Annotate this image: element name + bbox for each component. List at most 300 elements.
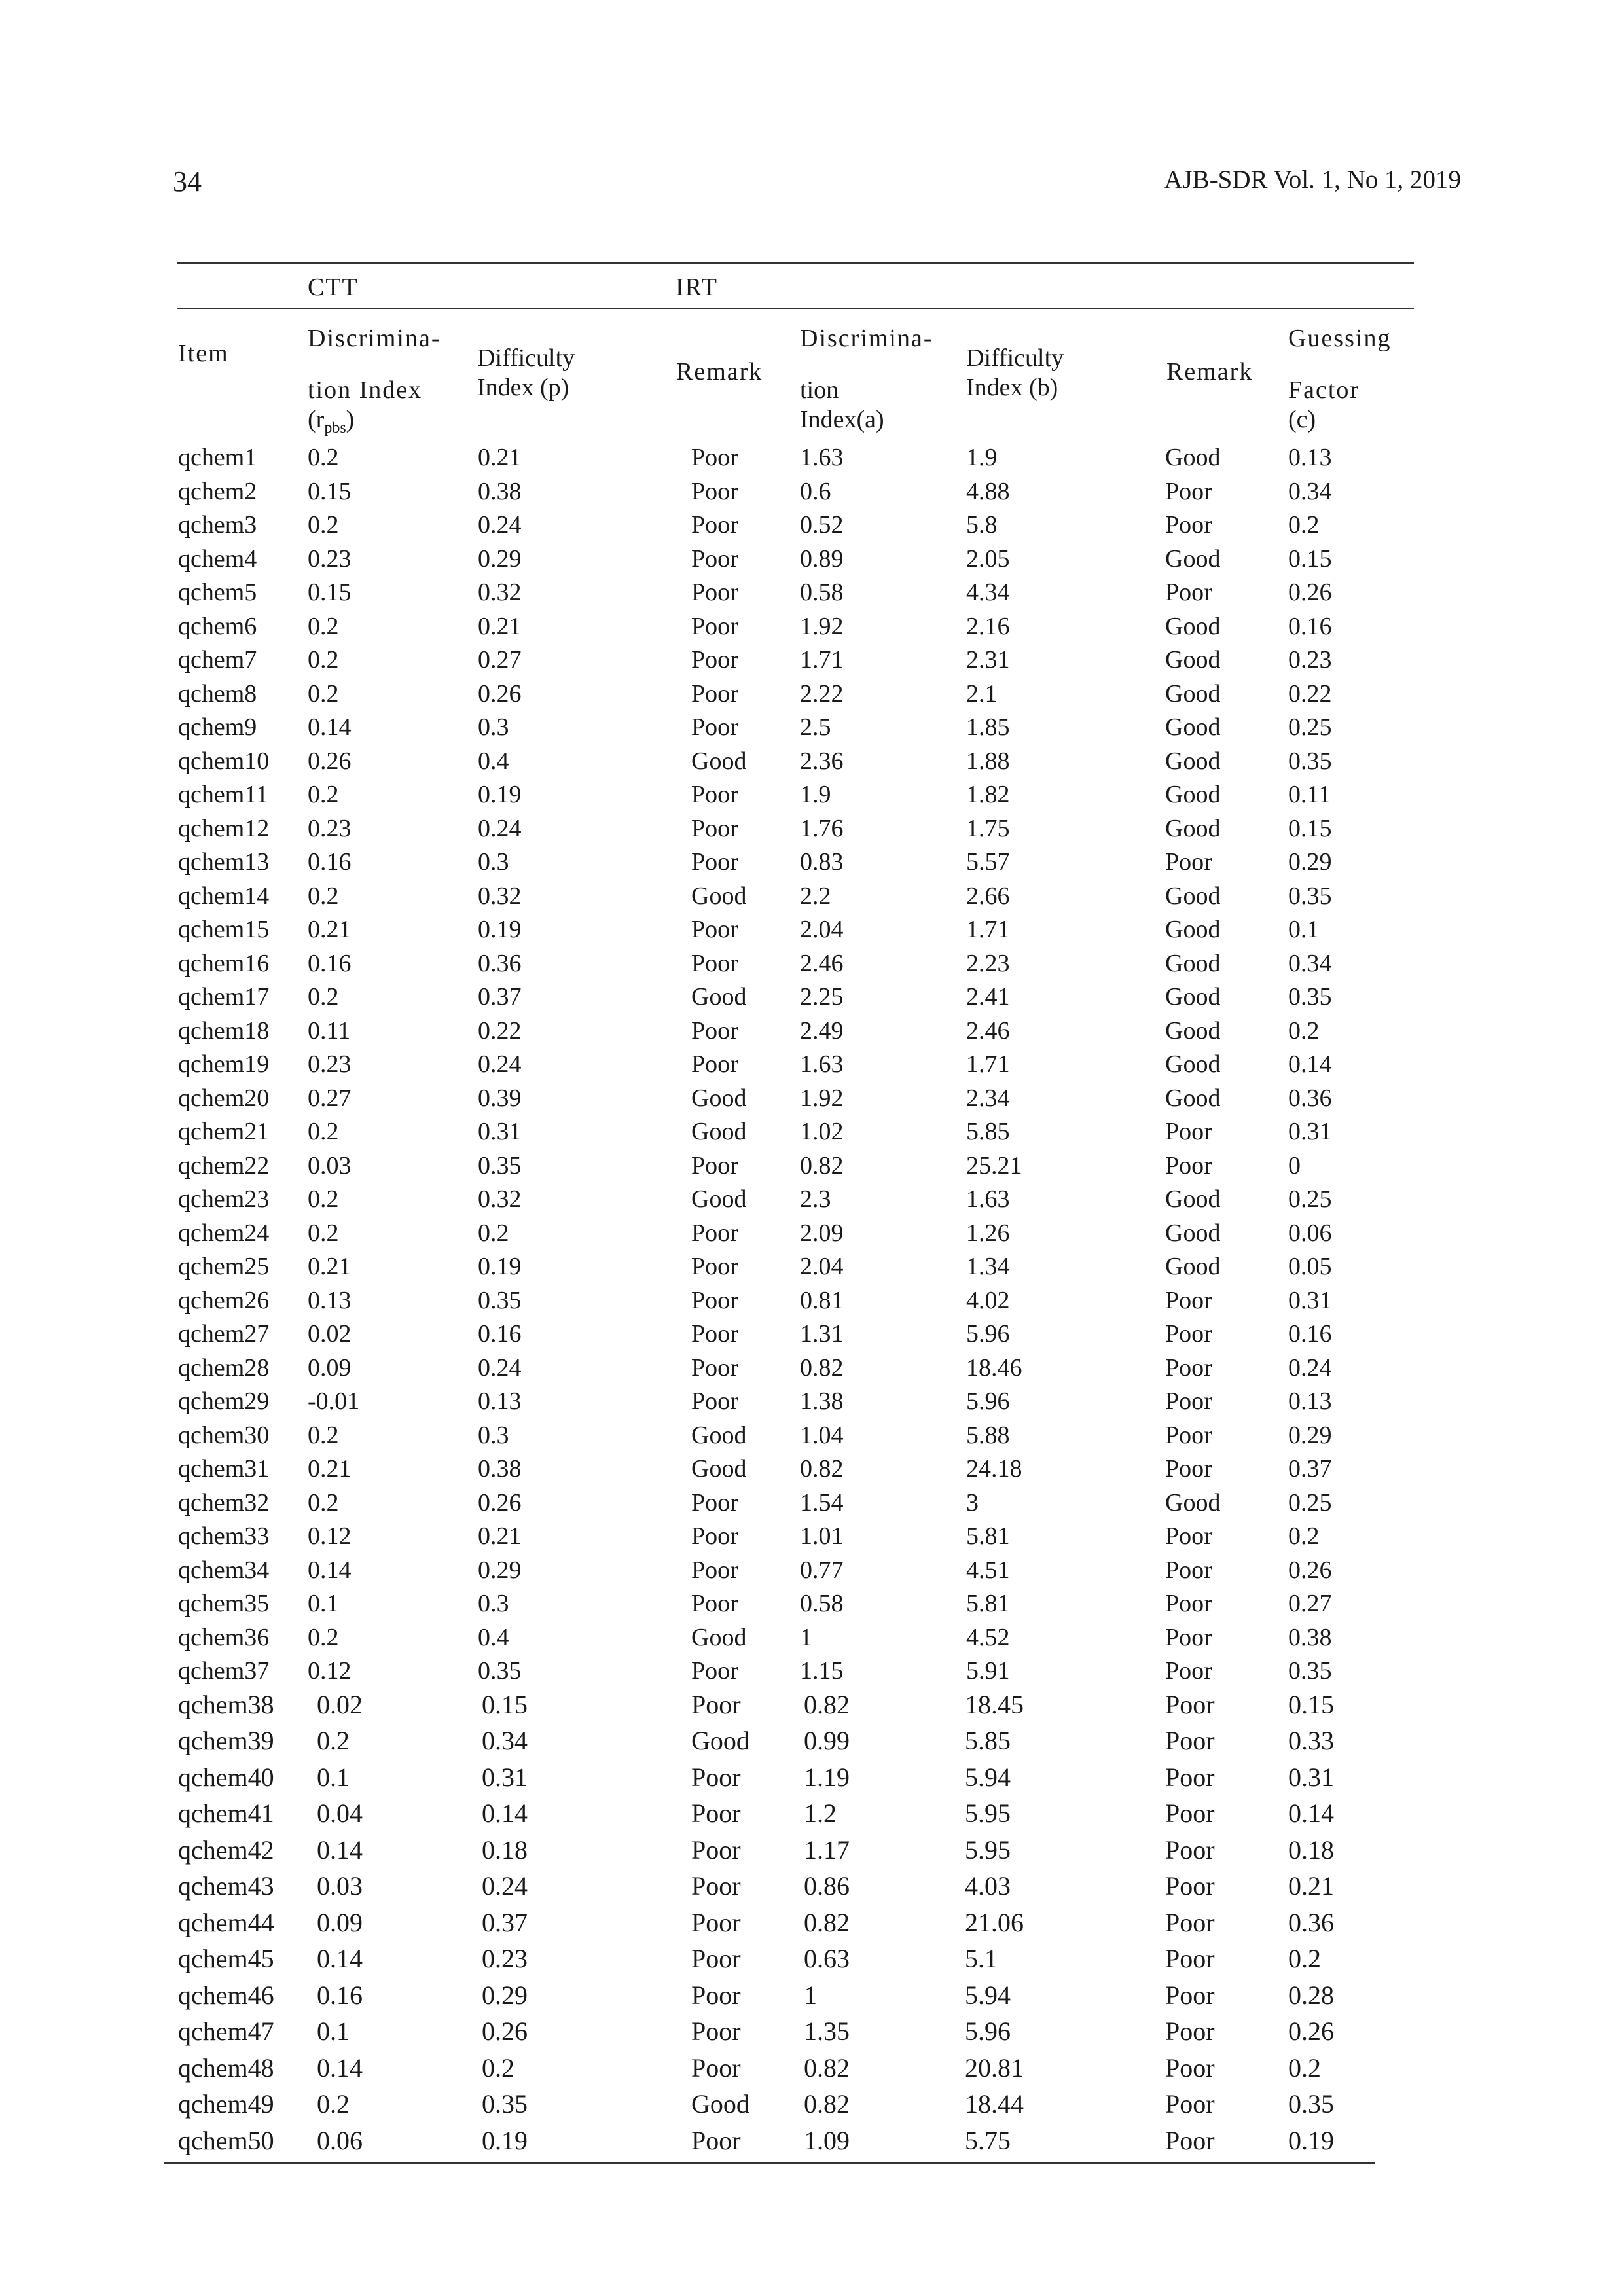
cell-ctt-disc: 0.02 <box>308 1320 352 1348</box>
cell-irt-disc: 2.36 <box>800 747 844 775</box>
cell-irt-remark: Poor <box>1165 1871 1215 1901</box>
cell-guess: 0.21 <box>1288 1871 1334 1901</box>
cell-ctt-remark: Poor <box>691 1016 738 1045</box>
cell-irt-remark: Good <box>1165 916 1221 943</box>
cell-ctt-diff: 0.31 <box>482 1762 528 1792</box>
cell-ctt-disc: 0.03 <box>308 1151 352 1179</box>
cell-ctt-remark: Good <box>691 1118 747 1145</box>
table-row <box>177 1249 1414 1283</box>
cell-ctt-diff: 0.13 <box>478 1388 522 1415</box>
cell-irt-diff: 1.71 <box>966 916 1010 943</box>
cell-irt-disc: 1.63 <box>800 1050 844 1078</box>
header-guess-line2: Factor <box>1288 376 1360 404</box>
cell-irt-diff: 1.34 <box>966 1253 1010 1280</box>
cell-ctt-remark: Poor <box>691 814 738 842</box>
table-row <box>177 946 1414 980</box>
cell-irt-disc: 2.04 <box>800 1253 844 1280</box>
cell-guess: 0.26 <box>1288 2017 1334 2046</box>
cell-ctt-diff: 0.19 <box>482 2125 528 2155</box>
cell-item: qchem23 <box>178 1185 270 1213</box>
cell-ctt-remark: Poor <box>691 545 738 573</box>
cell-ctt-diff: 0.37 <box>482 1907 528 1937</box>
cell-irt-disc: 1.31 <box>800 1320 844 1348</box>
cell-irt-diff: 5.96 <box>966 1388 1010 1415</box>
cell-item: qchem26 <box>178 1286 270 1314</box>
cell-irt-disc: 1 <box>800 1623 812 1651</box>
cell-guess: 0.15 <box>1288 1689 1334 1719</box>
cell-irt-diff: 24.18 <box>966 1455 1022 1482</box>
cell-ctt-disc: 0.21 <box>308 916 352 943</box>
cell-ctt-remark: Poor <box>691 1980 741 2010</box>
header-ctt-disc-paren-open: (r <box>308 406 325 433</box>
table-row <box>177 2124 1414 2158</box>
table-row <box>177 1418 1414 1452</box>
table-row <box>177 575 1414 609</box>
cell-ctt-diff: 0.21 <box>478 612 522 640</box>
cell-irt-diff: 2.23 <box>966 949 1010 977</box>
cell-ctt-disc: 0.2 <box>308 679 339 708</box>
cell-irt-diff: 1.75 <box>966 814 1010 842</box>
cell-ctt-disc: 0.1 <box>317 2017 350 2046</box>
cell-item: qchem14 <box>178 882 270 910</box>
cell-ctt-diff: 0.19 <box>478 1253 522 1280</box>
cell-ctt-diff: 0.18 <box>482 1835 528 1865</box>
cell-item: qchem21 <box>178 1118 270 1145</box>
cell-guess: 0 <box>1288 1151 1301 1179</box>
cell-ctt-remark: Poor <box>691 2017 741 2046</box>
cell-ctt-disc: 0.04 <box>317 1799 363 1828</box>
cell-irt-remark: Poor <box>1165 1689 1215 1719</box>
cell-ctt-diff: 0.24 <box>482 1871 528 1901</box>
cell-item: qchem18 <box>178 1016 270 1045</box>
cell-irt-diff: 2.31 <box>966 646 1010 673</box>
cell-irt-diff: 1.82 <box>966 781 1010 808</box>
irt-group-label: IRT <box>676 274 718 301</box>
cell-irt-disc: 0.52 <box>800 511 844 539</box>
cell-irt-disc: 1.04 <box>800 1421 844 1449</box>
cell-ctt-diff: 0.26 <box>482 2017 528 2046</box>
table-row <box>177 1317 1414 1351</box>
cell-ctt-disc: 0.14 <box>308 1556 352 1584</box>
header-guess-line1: Guessing <box>1288 325 1392 352</box>
table-row <box>177 1452 1414 1486</box>
cell-irt-disc: 2.22 <box>800 679 844 708</box>
cell-irt-remark: Poor <box>1165 579 1212 606</box>
cell-irt-diff: 2.34 <box>966 1084 1010 1112</box>
cell-guess: 0.25 <box>1288 1185 1332 1213</box>
cell-irt-diff: 2.66 <box>966 882 1010 910</box>
cell-ctt-diff: 0.35 <box>478 1286 522 1314</box>
cell-guess: 0.05 <box>1288 1253 1332 1280</box>
cell-irt-disc: 0.82 <box>800 1455 844 1482</box>
cell-guess: 0.14 <box>1288 1799 1334 1828</box>
cell-irt-remark: Poor <box>1165 1455 1212 1482</box>
cell-item: qchem32 <box>178 1488 270 1516</box>
cell-irt-diff: 2.46 <box>966 1016 1010 1045</box>
cell-guess: 0.37 <box>1288 1455 1332 1482</box>
table-row <box>177 1724 1414 1758</box>
cell-irt-remark: Poor <box>1165 2053 1215 2083</box>
cell-ctt-diff: 0.19 <box>478 781 522 808</box>
cell-ctt-remark: Poor <box>691 1320 738 1348</box>
cell-guess: 0.35 <box>1288 747 1332 775</box>
cell-item: qchem17 <box>178 983 270 1011</box>
table-row <box>177 1351 1414 1385</box>
table-row <box>177 1149 1414 1183</box>
cell-irt-diff: 3 <box>966 1488 979 1516</box>
cell-ctt-remark: Good <box>691 2089 749 2119</box>
table-row <box>177 1182 1414 1216</box>
cell-irt-remark: Poor <box>1165 1151 1212 1179</box>
cell-ctt-diff: 0.35 <box>482 2089 528 2119</box>
cell-ctt-diff: 0.38 <box>478 1455 522 1482</box>
header-ctt-disc-subscript: pbs <box>324 420 346 437</box>
cell-irt-disc: 0.77 <box>800 1556 844 1584</box>
cell-irt-diff: 5.81 <box>966 1590 1010 1617</box>
table-row <box>177 1115 1414 1149</box>
cell-irt-diff: 5.94 <box>965 1980 1011 2010</box>
cell-item: qchem47 <box>178 2017 274 2046</box>
cell-irt-diff: 21.06 <box>965 1907 1024 1937</box>
cell-item: qchem8 <box>178 679 257 708</box>
cell-ctt-disc: 0.11 <box>308 1016 351 1045</box>
cell-ctt-disc: 0.23 <box>308 814 352 842</box>
cell-irt-remark: Poor <box>1165 1657 1212 1685</box>
cell-guess: 0.16 <box>1288 1320 1332 1348</box>
header-ctt-diff-line2: Index (p) <box>477 374 569 401</box>
cell-ctt-disc: 0.12 <box>308 1522 352 1550</box>
cell-guess: 0.16 <box>1288 612 1332 640</box>
cell-ctt-disc: 0.23 <box>308 1050 352 1078</box>
cell-irt-diff: 20.81 <box>965 2053 1024 2083</box>
cell-ctt-diff: 0.35 <box>478 1657 522 1685</box>
cell-ctt-remark: Poor <box>691 1556 738 1584</box>
cell-ctt-disc: 0.2 <box>308 1421 339 1449</box>
cell-irt-remark: Good <box>1165 679 1221 708</box>
cell-ctt-remark: Poor <box>691 1151 738 1179</box>
cell-irt-remark: Poor <box>1165 1980 1215 2010</box>
cell-ctt-diff: 0.27 <box>478 646 522 673</box>
cell-ctt-remark: Poor <box>691 1657 738 1685</box>
cell-irt-disc: 0.82 <box>800 1354 844 1382</box>
cell-ctt-diff: 0.21 <box>478 1522 522 1550</box>
cell-ctt-diff: 0.24 <box>478 814 522 842</box>
table-row <box>177 1654 1414 1688</box>
cell-ctt-diff: 0.29 <box>482 1980 528 2010</box>
cell-ctt-disc: 0.2 <box>308 1623 339 1651</box>
cell-irt-diff: 2.41 <box>966 983 1010 1011</box>
cell-ctt-diff: 0.3 <box>478 713 509 741</box>
cell-guess: 0.1 <box>1288 916 1320 943</box>
cell-ctt-diff: 0.15 <box>482 1689 528 1719</box>
cell-item: qchem35 <box>178 1590 270 1617</box>
cell-ctt-diff: 0.4 <box>478 747 509 775</box>
cell-irt-remark: Poor <box>1165 2125 1215 2155</box>
cell-ctt-diff: 0.2 <box>478 1219 509 1247</box>
cell-item: qchem30 <box>178 1421 270 1449</box>
cell-irt-diff: 5.8 <box>966 511 998 539</box>
cell-irt-remark: Good <box>1165 814 1221 842</box>
cell-ctt-diff: 0.24 <box>478 511 522 539</box>
cell-ctt-diff: 0.31 <box>478 1118 522 1145</box>
cell-irt-remark: Poor <box>1165 1726 1215 1755</box>
cell-item: qchem15 <box>178 916 270 943</box>
cell-ctt-disc: 0.14 <box>317 1835 363 1865</box>
header-irt-disc-line3: Index(a) <box>800 406 884 433</box>
cell-guess: 0.2 <box>1288 511 1320 539</box>
cell-ctt-remark: Poor <box>691 848 738 876</box>
cell-irt-disc: 0.6 <box>800 477 831 505</box>
cell-irt-diff: 5.85 <box>966 1118 1010 1145</box>
cell-guess: 0.2 <box>1288 1944 1321 1973</box>
cell-ctt-disc: 0.13 <box>308 1286 352 1314</box>
cell-ctt-diff: 0.24 <box>478 1354 522 1382</box>
cell-guess: 0.2 <box>1288 2053 1321 2083</box>
cell-irt-diff: 1.85 <box>966 713 1010 741</box>
cell-irt-remark: Good <box>1165 1050 1221 1078</box>
cell-ctt-remark: Poor <box>691 1388 738 1415</box>
cell-guess: 0.29 <box>1288 1421 1332 1449</box>
cell-ctt-disc: 0.03 <box>317 1871 363 1901</box>
header-ctt-diff-line1: Difficulty <box>477 344 575 372</box>
cell-irt-disc: 0.82 <box>804 1689 850 1719</box>
cell-ctt-remark: Poor <box>691 477 738 505</box>
cell-irt-disc: 1.01 <box>800 1522 844 1550</box>
cell-ctt-remark: Poor <box>691 1871 741 1901</box>
cell-item: qchem4 <box>178 545 257 573</box>
cell-guess: 0.26 <box>1288 579 1332 606</box>
cell-ctt-remark: Poor <box>691 511 738 539</box>
cell-item: qchem22 <box>178 1151 270 1179</box>
cell-item: qchem45 <box>178 1944 274 1973</box>
cell-ctt-remark: Poor <box>691 1488 738 1516</box>
cell-irt-remark: Good <box>1165 983 1221 1011</box>
header-ctt-disc-line2: tion Index <box>308 376 423 404</box>
cell-item: qchem50 <box>178 2125 274 2155</box>
cell-ctt-disc: 0.26 <box>308 747 352 775</box>
cell-ctt-diff: 0.39 <box>478 1084 522 1112</box>
cell-ctt-disc: 0.27 <box>308 1084 352 1112</box>
table-row <box>177 980 1414 1014</box>
cell-item: qchem48 <box>178 2053 274 2083</box>
cell-irt-remark: Poor <box>1165 1799 1215 1828</box>
cell-guess: 0.28 <box>1288 1980 1334 2010</box>
header-item: Item <box>178 340 229 367</box>
table-row <box>177 812 1414 846</box>
table-row <box>177 1906 1414 1940</box>
cell-ctt-remark: Poor <box>691 1050 738 1078</box>
table-row <box>177 845 1414 879</box>
cell-irt-remark: Good <box>1165 612 1221 640</box>
cell-ctt-remark: Poor <box>691 1799 741 1828</box>
cell-ctt-remark: Poor <box>691 2125 741 2155</box>
cell-irt-disc: 1.35 <box>804 2017 850 2046</box>
table-row <box>177 744 1414 778</box>
cell-guess: 0.15 <box>1288 545 1332 573</box>
cell-ctt-disc: 0.2 <box>317 1726 350 1755</box>
cell-guess: 0.29 <box>1288 848 1332 876</box>
cell-irt-remark: Good <box>1165 949 1221 977</box>
cell-ctt-disc: 0.15 <box>308 477 352 505</box>
cell-guess: 0.2 <box>1288 1522 1320 1550</box>
cell-guess: 0.35 <box>1288 882 1332 910</box>
table-row <box>177 2015 1414 2049</box>
cell-guess: 0.31 <box>1288 1762 1334 1792</box>
table-row <box>177 778 1414 812</box>
cell-ctt-disc: 0.02 <box>317 1689 363 1719</box>
cell-ctt-disc: 0.09 <box>317 1907 363 1937</box>
cell-guess: 0.36 <box>1288 1084 1332 1112</box>
cell-irt-disc: 1.38 <box>800 1388 844 1415</box>
cell-irt-diff: 2.05 <box>966 545 1010 573</box>
cell-irt-disc: 2.09 <box>800 1219 844 1247</box>
cell-item: qchem2 <box>178 477 257 505</box>
cell-item: qchem13 <box>178 848 270 876</box>
cell-ctt-disc: 0.14 <box>308 713 352 741</box>
cell-irt-diff: 4.03 <box>965 1871 1011 1901</box>
cell-ctt-diff: 0.38 <box>478 477 522 505</box>
cell-guess: 0.33 <box>1288 1726 1334 1755</box>
cell-irt-disc: 1.71 <box>800 646 844 673</box>
table-row <box>177 508 1414 542</box>
cell-item: qchem16 <box>178 949 270 977</box>
cell-ctt-disc: 0.2 <box>308 1118 339 1145</box>
cell-irt-disc: 0.81 <box>800 1286 844 1314</box>
cell-ctt-remark: Poor <box>691 612 738 640</box>
cell-ctt-diff: 0.19 <box>478 916 522 943</box>
cell-irt-remark: Poor <box>1165 1354 1212 1382</box>
cell-irt-remark: Poor <box>1165 1421 1212 1449</box>
cell-irt-disc: 1.02 <box>800 1118 844 1145</box>
cell-ctt-remark: Poor <box>691 1835 741 1865</box>
cell-ctt-remark: Poor <box>691 949 738 977</box>
cell-irt-diff: 5.96 <box>965 2017 1011 2046</box>
cell-ctt-remark: Good <box>691 1185 747 1213</box>
cell-ctt-disc: 0.2 <box>308 646 339 673</box>
cell-ctt-disc: 0.2 <box>308 1185 339 1213</box>
cell-guess: 0.27 <box>1288 1590 1332 1617</box>
cell-item: qchem34 <box>178 1556 270 1584</box>
cell-ctt-remark: Poor <box>691 1907 741 1937</box>
cell-irt-remark: Good <box>1165 545 1221 573</box>
table-group-header <box>177 262 1414 309</box>
cell-item: qchem37 <box>178 1657 270 1685</box>
table-row <box>177 1081 1414 1115</box>
cell-ctt-diff: 0.36 <box>478 949 522 977</box>
header-irt-remark: Remark <box>1166 358 1254 386</box>
cell-irt-disc: 1.63 <box>800 444 844 471</box>
cell-ctt-disc: 0.2 <box>308 612 339 640</box>
header-ctt-difficulty <box>477 344 575 403</box>
cell-ctt-diff: 0.26 <box>478 679 522 708</box>
cell-ctt-disc: -0.01 <box>308 1388 360 1415</box>
cell-irt-diff: 1.88 <box>966 747 1010 775</box>
cell-irt-diff: 18.46 <box>966 1354 1022 1382</box>
cell-ctt-disc: 0.14 <box>317 2053 363 2083</box>
cell-irt-remark: Good <box>1165 1084 1221 1112</box>
cell-irt-disc: 0.99 <box>804 1726 850 1755</box>
cell-ctt-disc: 0.2 <box>308 781 339 808</box>
table-row <box>177 1688 1414 1722</box>
cell-ctt-diff: 0.3 <box>478 1590 509 1617</box>
cell-irt-diff: 18.45 <box>965 1689 1024 1719</box>
cell-ctt-disc: 0.2 <box>308 444 339 471</box>
cell-ctt-remark: Poor <box>691 1689 741 1719</box>
cell-irt-remark: Poor <box>1165 1907 1215 1937</box>
table-row <box>177 1621 1414 1655</box>
cell-irt-remark: Poor <box>1165 1623 1212 1651</box>
cell-irt-remark: Poor <box>1165 2017 1215 2046</box>
cell-ctt-disc: 0.1 <box>308 1590 339 1617</box>
cell-guess: 0.31 <box>1288 1118 1332 1145</box>
cell-irt-diff: 5.57 <box>966 848 1010 876</box>
cell-irt-diff: 4.52 <box>966 1623 1010 1651</box>
cell-ctt-disc: 0.15 <box>308 579 352 606</box>
page-number: 34 <box>173 166 202 198</box>
table-row <box>177 1216 1414 1250</box>
cell-guess: 0.31 <box>1288 1286 1332 1314</box>
cell-ctt-diff: 0.32 <box>478 1185 522 1213</box>
cell-ctt-diff: 0.32 <box>478 882 522 910</box>
cell-item: qchem6 <box>178 612 257 640</box>
cell-item: qchem9 <box>178 713 257 741</box>
cell-item: qchem41 <box>178 1799 274 1828</box>
cell-item: qchem3 <box>178 511 257 539</box>
cell-item: qchem28 <box>178 1354 270 1382</box>
cell-ctt-remark: Poor <box>691 781 738 808</box>
cell-item: qchem20 <box>178 1084 270 1112</box>
table-row <box>177 879 1414 913</box>
cell-irt-remark: Good <box>1165 1016 1221 1045</box>
header-ctt-disc-line1: Discrimina- <box>308 325 441 352</box>
cell-irt-disc: 0.83 <box>800 848 844 876</box>
cell-item: qchem27 <box>178 1320 270 1348</box>
cell-guess: 0.26 <box>1288 1556 1332 1584</box>
cell-item: qchem7 <box>178 646 257 673</box>
cell-irt-remark: Poor <box>1165 1118 1212 1145</box>
table-row <box>177 542 1414 576</box>
cell-irt-disc: 0.63 <box>804 1944 850 1973</box>
cell-irt-remark: Good <box>1165 646 1221 673</box>
cell-ctt-remark: Good <box>691 747 747 775</box>
cell-ctt-disc: 0.21 <box>308 1253 352 1280</box>
table-row <box>177 475 1414 509</box>
cell-item: qchem33 <box>178 1522 270 1550</box>
cell-ctt-disc: 0.16 <box>308 949 352 977</box>
cell-item: qchem39 <box>178 1726 274 1755</box>
cell-irt-disc: 0.86 <box>804 1871 850 1901</box>
cell-guess: 0.34 <box>1288 477 1332 505</box>
cell-irt-remark: Poor <box>1165 511 1212 539</box>
cell-ctt-diff: 0.23 <box>482 1944 528 1973</box>
cell-irt-diff: 1.71 <box>966 1050 1010 1078</box>
cell-item: qchem11 <box>178 781 268 808</box>
cell-irt-disc: 1.92 <box>800 612 844 640</box>
cell-guess: 0.35 <box>1288 2089 1334 2119</box>
cell-irt-remark: Good <box>1165 444 1221 471</box>
cell-irt-disc: 0.89 <box>800 545 844 573</box>
cell-ctt-remark: Poor <box>691 916 738 943</box>
table-row <box>177 2087 1414 2121</box>
cell-ctt-remark: Good <box>691 1084 747 1112</box>
cell-ctt-remark: Poor <box>691 679 738 708</box>
cell-ctt-diff: 0.29 <box>478 1556 522 1584</box>
cell-guess: 0.11 <box>1288 781 1331 808</box>
cell-guess: 0.13 <box>1288 444 1332 471</box>
cell-irt-disc: 1.92 <box>800 1084 844 1112</box>
cell-irt-diff: 5.1 <box>965 1944 998 1973</box>
cell-item: qchem25 <box>178 1253 270 1280</box>
